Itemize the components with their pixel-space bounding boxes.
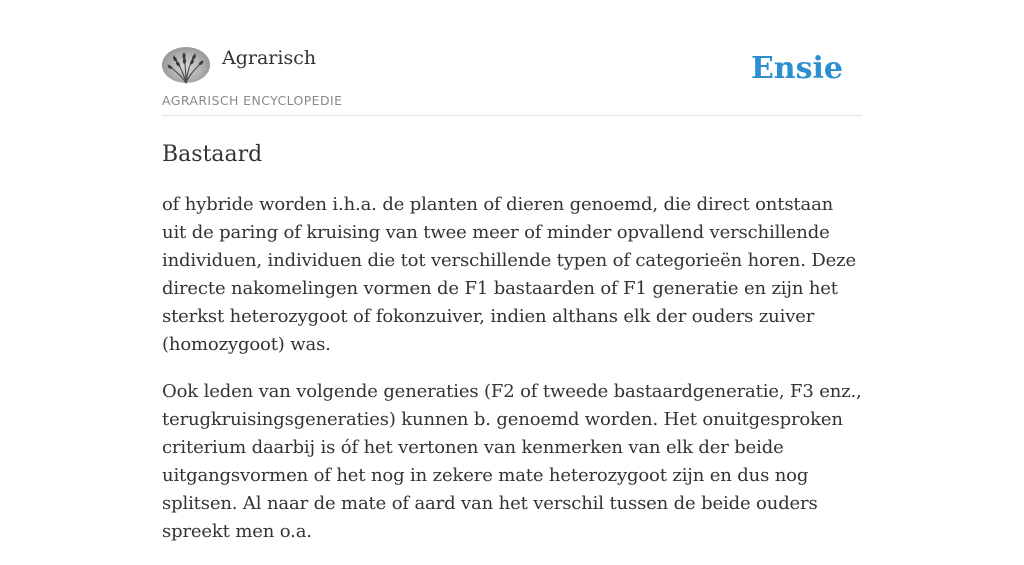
article-paragraph: Ook leden van volgende generaties (F2 of tweede bastaardgeneratie, F3 enz., terugkruisingsgeneraties) kunnen b. genoemd worden. Het onuitgesproken criterium daarbij is óf het vertonen van kenmerken van elk der beide uitgangsvormen of het nog in zekere mate heterozygoot zijn en dus nog splitsen. Al naar de mate of aard van het verschil tussen de beide ouders spreekt men o.a. [162, 381, 862, 542]
wheat-ears-icon[interactable] [162, 47, 210, 83]
ensie-brand-logo[interactable]: Ensie [750, 51, 843, 86]
article-body [162, 191, 862, 546]
site-tagline: AGRARISCH ENCYCLOPEDIE [162, 93, 343, 108]
site-name[interactable]: Agrarisch [222, 47, 317, 69]
article-title: Bastaard [162, 142, 263, 167]
site-header [162, 0, 862, 116]
content-container [162, 0, 862, 565]
article-paragraph: of hybride worden i.h.a. de planten of dieren genoemd, die direct ontstaan uit de paring of kruising van twee meer of minder opvallend verschillende individuen, individuen die tot verschillende typen of categorieën horen. Deze directe nakomelingen vormen de F1 bastaarden of F1 generatie en zijn het sterkst heterozygoot of fokonzuiver, indien althans elk der ouders zuiver (homozygoot) was. [162, 194, 856, 355]
